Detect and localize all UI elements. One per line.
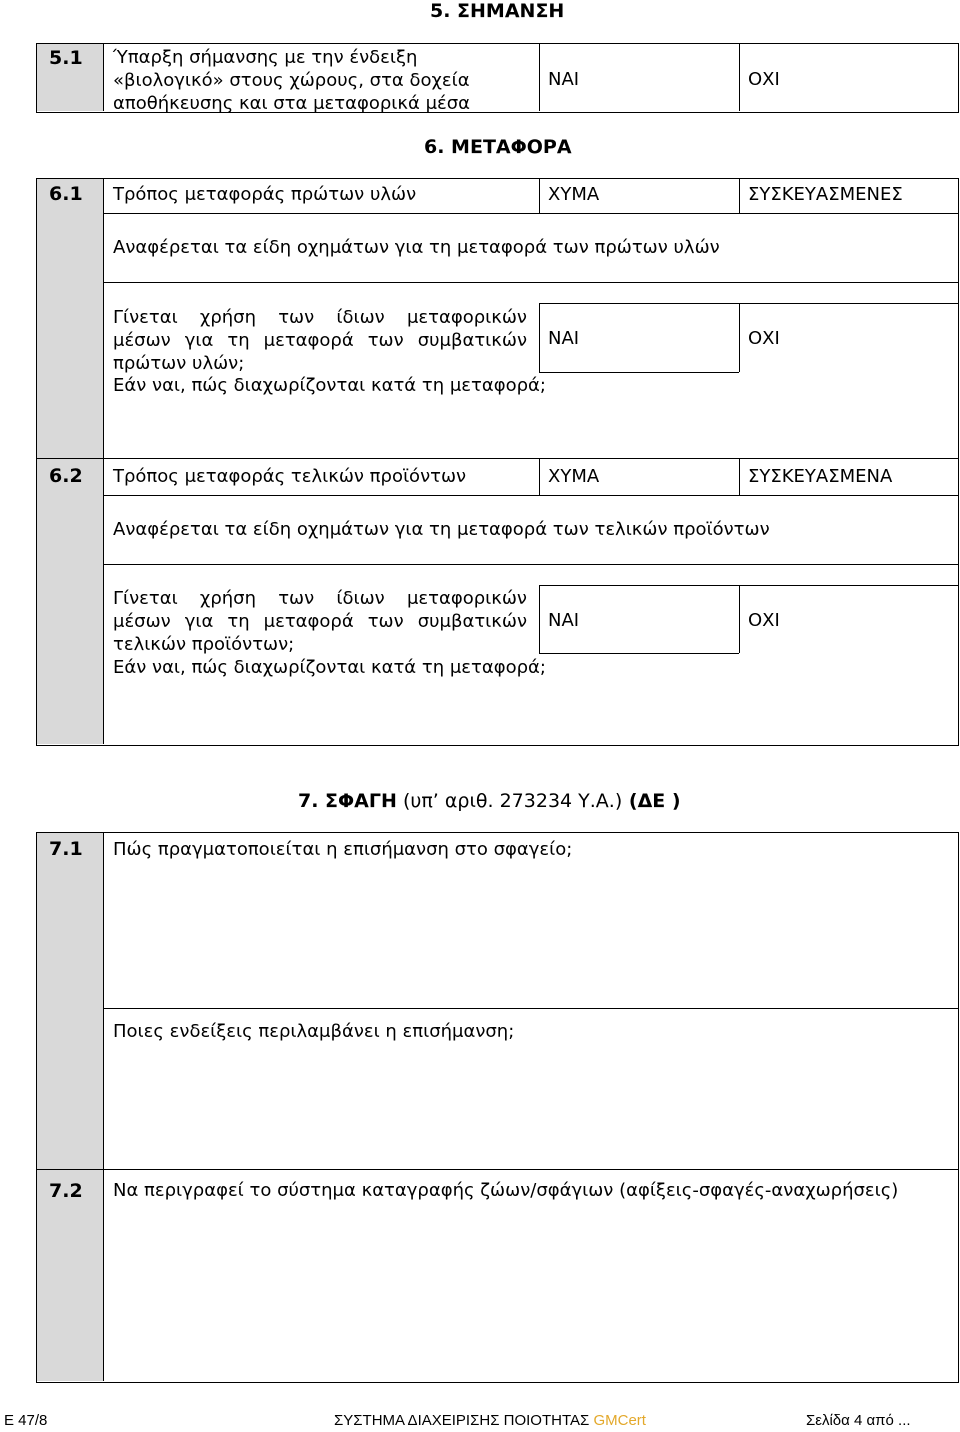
q71-label: Πώς πραγματοποιείται η επισήμανση στο σφαγείο; <box>113 839 573 860</box>
divider <box>539 653 739 654</box>
q62-question-line: Γίνεται χρήση των ίδιων μεταφορικών <box>113 588 527 609</box>
q51-yes-option[interactable]: ΝΑΙ <box>548 69 580 90</box>
q61-followup: Εάν ναι, πώς διαχωρίζονται κατά τη μεταφορά; <box>113 375 546 396</box>
divider <box>739 44 740 111</box>
q51-label-line: «βιολογικό» στους χώρους, στα δοχεία <box>113 70 470 91</box>
divider <box>739 303 740 372</box>
divider <box>103 564 958 565</box>
divider <box>103 1008 958 1009</box>
q61-no-option[interactable]: ΟΧΙ <box>748 328 780 349</box>
divider <box>739 458 740 495</box>
divider <box>103 213 958 214</box>
q61-question-line: Γίνεται χρήση των ίδιων μεταφορικών <box>113 307 527 328</box>
divider <box>539 179 540 213</box>
q51-number: 5.1 <box>49 47 83 69</box>
divider <box>539 303 540 372</box>
q61-option-packaged[interactable]: ΣΥΣΚΕΥΑΣΜΕΝΕΣ <box>748 184 903 205</box>
q51-no-option[interactable]: ΟΧΙ <box>748 69 780 90</box>
q62-note: Αναφέρεται τα είδη οχημάτων για τη μεταφορά των τελικών προϊόντων <box>113 519 770 540</box>
sec7-number-column <box>37 833 103 1381</box>
divider <box>103 833 104 1381</box>
q51-table <box>36 43 959 113</box>
divider <box>103 495 958 496</box>
section-6-title: 6. ΜΕΤΑΦΟΡΑ <box>424 136 572 158</box>
section-7-title <box>298 790 681 812</box>
q62-option-packaged[interactable]: ΣΥΣΚΕΥΑΣΜΕΝΑ <box>748 466 893 487</box>
q72-label: Να περιγραφεί το σύστημα καταγραφής ζώων/σφάγιων (αφίξεις-σφαγές-αναχωρήσεις) <box>113 1180 899 1201</box>
section-5-title: 5. ΣΗΜΑΝΣΗ <box>430 0 565 22</box>
q61-option-bulk[interactable]: ΧΥΜΑ <box>548 184 600 205</box>
divider <box>739 585 740 653</box>
q51-label <box>113 46 533 115</box>
sec6-number-column <box>37 179 103 744</box>
divider <box>539 585 540 653</box>
q61-question-line: πρώτων υλών; <box>113 353 245 374</box>
footer-system-name: ΣΥΣΤΗΜΑ ΔΙΑΧΕΙΡΙΣΗΣ ΠΟΙΟΤΗΤΑΣ <box>334 1412 594 1429</box>
q51-label-line: αποθήκευσης και στα μεταφορικά μέσα <box>113 93 471 114</box>
section-7-title-end: (ΔΕ ) <box>622 790 681 812</box>
divider <box>539 585 958 586</box>
divider <box>739 179 740 213</box>
q61-yes-option[interactable]: ΝΑΙ <box>548 328 580 349</box>
divider <box>539 372 739 373</box>
q61-number: 6.1 <box>49 183 83 205</box>
q62-option-bulk[interactable]: ΧΥΜΑ <box>548 466 600 487</box>
q72-number: 7.2 <box>49 1180 83 1202</box>
footer-brand: GMCert <box>593 1412 646 1429</box>
section-7-title-ref: (υπ’ αριθ. 273234 Υ.Α.) <box>396 790 623 812</box>
divider <box>37 458 958 459</box>
q62-question <box>113 587 527 633</box>
q61-note: Αναφέρεται τα είδη οχημάτων για τη μεταφορά των πρώτων υλών <box>113 237 720 258</box>
footer-page-number: Σελίδα 4 από ... <box>806 1412 911 1429</box>
q61-question-line: μέσων για τη μεταφορά των συμβατικών <box>113 330 527 351</box>
sec6-table <box>36 178 959 746</box>
q51-label-line: Ύπαρξη σήμανσης με την ένδειξη <box>113 47 418 68</box>
divider <box>103 179 104 744</box>
divider <box>103 282 958 283</box>
q61-label: Τρόπος μεταφοράς πρώτων υλών <box>113 184 417 205</box>
divider <box>539 458 540 495</box>
q62-followup: Εάν ναι, πώς διαχωρίζονται κατά τη μεταφορά; <box>113 657 546 678</box>
footer-system-title <box>334 1412 646 1429</box>
q61-question <box>113 306 527 352</box>
divider <box>539 44 540 111</box>
q62-yes-option[interactable]: ΝΑΙ <box>548 610 580 631</box>
sec7-table <box>36 832 959 1383</box>
section-7-title-bold: 7. ΣΦΑΓΗ <box>298 790 397 812</box>
q62-no-option[interactable]: ΟΧΙ <box>748 610 780 631</box>
divider <box>539 303 958 304</box>
q62-question-line: μέσων για τη μεταφορά των συμβατικών <box>113 611 527 632</box>
divider <box>103 44 104 111</box>
q62-number: 6.2 <box>49 465 83 487</box>
q62-question-line: τελικών προϊόντων; <box>113 634 295 655</box>
q71-number: 7.1 <box>49 838 83 860</box>
divider <box>37 1169 958 1170</box>
q71-sublabel: Ποιες ενδείξεις περιλαμβάνει η επισήμανση; <box>113 1021 515 1042</box>
footer-code: Ε 47/8 <box>4 1412 48 1429</box>
q62-label: Τρόπος μεταφοράς τελικών προϊόντων <box>113 466 467 487</box>
